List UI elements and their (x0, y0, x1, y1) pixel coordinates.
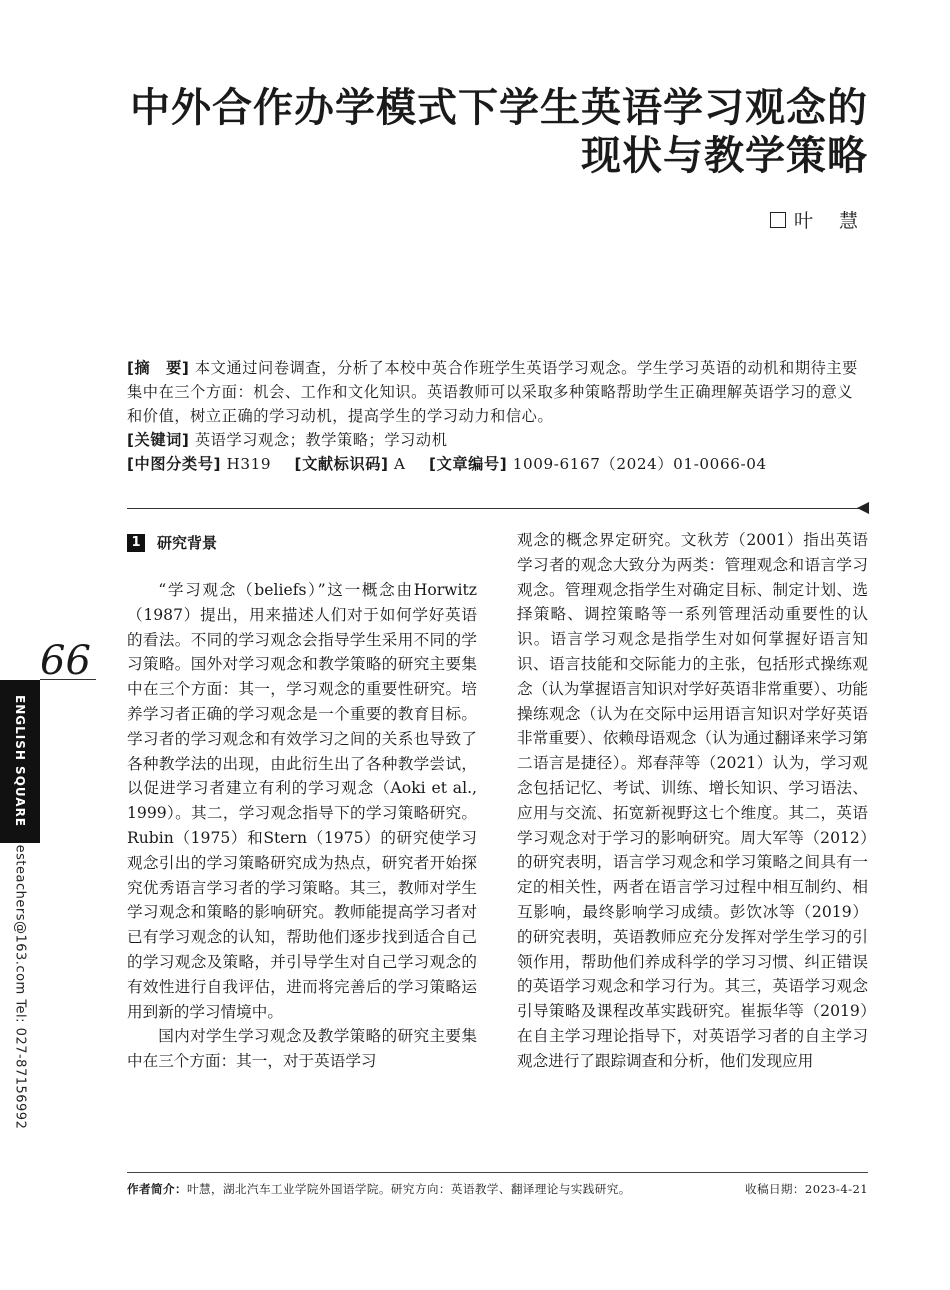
doc-code (295, 455, 411, 473)
author-name: 叶 慧 (793, 210, 868, 232)
author-bio-text: 叶慧，湖北汽车工业学院外国语学院。研究方向：英语教学、翻译理论与实践研究。 (186, 1182, 631, 1196)
paragraph: 观念的概念界定研究。文秋芳（2001）指出英语学习者的观念大致分为两类：管理观念和语言学习观念。管理观念指学生对确定目标、制定计划、选择策略、调控策略等一系列管理活动重要性的认识。语言学习观念是指学生对如何掌握好语言知识、语言技能和交际能力的主张，包括形式操练观念（认为掌握语言知识对学好英语非常重要）、功能操练观念（认为在交际中运用语言知识对学好英语非常重要）、依赖母语观念（认为通过翻译来学习第二语言是捷径）。郑春萍等（2021）认为，学习观念包括记忆、考试、训练、增长知识、学习语法、应用与交流、拓宽新视野这七个维度。其二，英语学习观念对于学习的影响研究。周大军等（2012）的研究表明，语言学习观念和学习策略之间具有一定的相关性，两者在语言学习过程中相互制约、相互影响，最终影响学习成绩。彭饮冰等（2019）的研究表明，英语教师应充分发挥对学生学习的引领作用，帮助他们养成科学的学习习惯、纠正错误的英语学习观念和学习行为。其三，英语学习观念引导策略及课程改革实践研究。崔振华等（2019）在自主学习理论指导下，对英语学习者的自主学习观念进行了跟踪调查和分析，他们发现应用 (517, 531, 868, 1070)
article-label: [文章编号] (429, 455, 508, 473)
footer-divider (127, 1172, 868, 1173)
journal-contact: esteachers@163.com Tel: 027-87156992 (12, 844, 28, 1130)
abstract-block (127, 356, 867, 476)
doc-value: A (394, 455, 406, 473)
paragraph: “学习观念（beliefs）”这一概念由Horwitz（1987）提出，用来描述人们对于如何学好英语的看法。不同的学习观念会指导学生采用不同的学习策略。国外对学习观念和教学策略的研究主要集中在三个方面：其一，学习观念的重要性研究。培养学习者正确的学习观念是一个重要的教育目标。学习者的学习观念和有效学习之间的关系也导致了各种教学法的出现，由此衍生出了各种教学尝试，以促进学习者建立有利的学习观念（Aoki et al., 1999）。其二，学习观念指导下的学习策略研究。Rubin（1975）和Stern（1975）的研究使学习观念引出的学习策略研究成为热点，研究者开始探究优秀语言学习者的学习策略。其三，教师对学生学习观念和策略的影响研究。教师能提高学习者对已有学习观念的认知，帮助他们逐步找到适合自己的学习观念及策略，并引导学生对自己学习观念的有效性进行自我评估，进而将完善后的学习策略运用到新的学习情境中。 (127, 581, 477, 1021)
article-number (429, 455, 767, 473)
keywords-text: 英语学习观念；教学策略；学习动机 (194, 431, 448, 449)
classification-line (127, 452, 867, 476)
clc-code (127, 455, 277, 473)
clc-value: H319 (226, 455, 272, 473)
received-date: 收稿日期：2023-4-21 (744, 1182, 868, 1196)
article-value: 1009-6167（2024）01-0066-04 (512, 455, 767, 473)
keywords (127, 428, 867, 452)
article-title-line2: 现状与教学策略 (581, 133, 868, 179)
header-divider (127, 508, 859, 509)
article-title-line1: 中外合作办学模式下学生英语学习观念的 (130, 85, 868, 131)
abstract-label: [摘 要] (127, 359, 190, 377)
page-number-rule (40, 679, 96, 680)
left-column (127, 578, 477, 1074)
article-title (88, 84, 868, 180)
doc-label: [文献标识码] (294, 455, 389, 473)
clc-label: [中图分类号] (127, 455, 222, 473)
author-byline (770, 206, 868, 233)
section-title: 研究背景 (157, 534, 218, 552)
author-bio (127, 1180, 631, 1198)
paragraph: 国内对学生学习观念及教学策略的研究主要集中在三个方面：其一，对于英语学习 (127, 1027, 477, 1071)
section-heading (127, 532, 217, 553)
section-number: 1 (127, 534, 145, 552)
keywords-label: [关键词] (127, 431, 190, 449)
right-column (517, 528, 868, 1074)
abstract-text: 本文通过问卷调查，分析了本校中英合作班学生英语学习观念。学生学习英语的动机和期待主要集中在三个方面：机会、工作和文化知识。英语教师可以采取多种策略帮助学生正确理解英语学习的意义和价值，树立正确的学习动机，提高学生的学习动力和信心。 (127, 359, 858, 425)
author-bio-label: 作者简介： (127, 1182, 187, 1196)
footer (127, 1180, 868, 1198)
abstract (127, 356, 867, 428)
square-icon (770, 212, 786, 228)
page-number: 66 (40, 638, 91, 684)
journal-name: ENGLISH SQUARE (13, 694, 27, 828)
triangle-marker-icon (857, 502, 869, 514)
